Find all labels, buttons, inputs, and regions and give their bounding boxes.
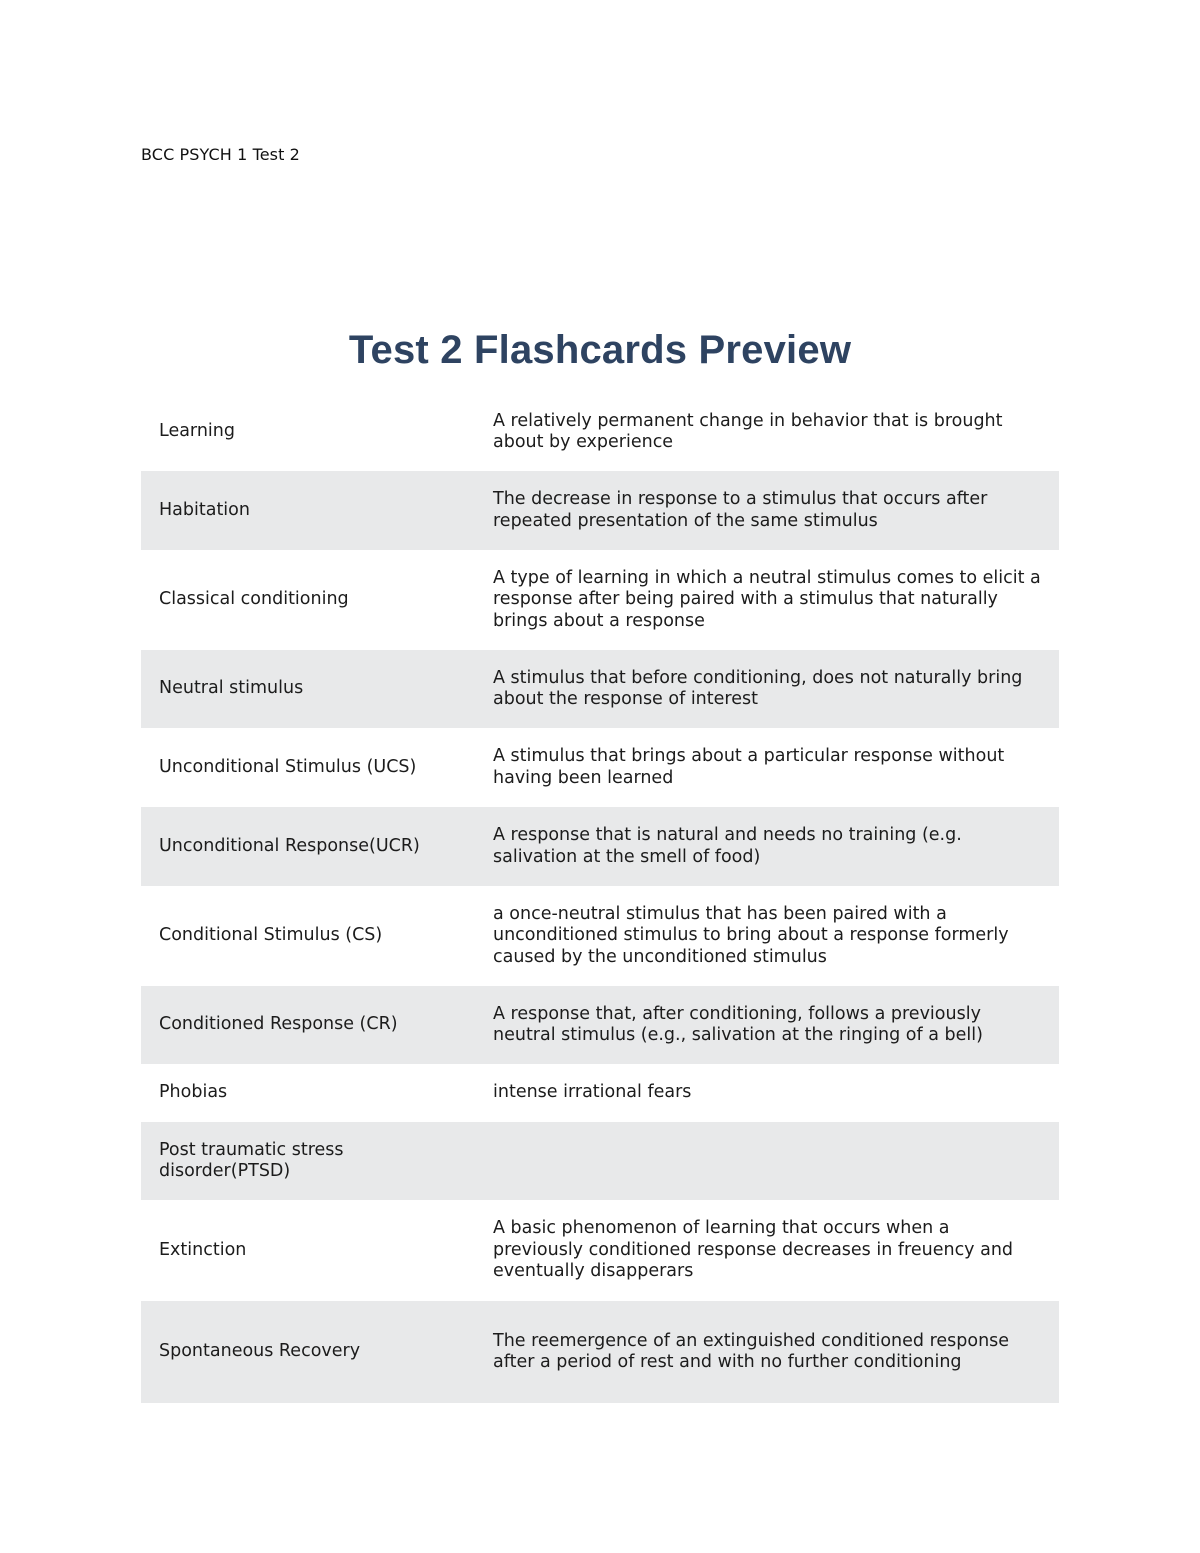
card-definition: A stimulus that brings about a particular response without having been learned xyxy=(493,746,1005,788)
card-term: Conditional Stimulus (CS) xyxy=(159,925,383,946)
table-row xyxy=(141,728,1059,807)
card-term: Extinction xyxy=(159,1239,247,1260)
table-row xyxy=(141,650,1059,728)
table-row xyxy=(141,886,1059,986)
page-header: BCC PSYCH 1 Test 2 xyxy=(141,145,300,164)
table-row xyxy=(141,807,1059,886)
document-title: Test 2 Flashcards Preview xyxy=(348,328,852,372)
card-definition: A stimulus that before conditioning, does not naturally bring about the response of interest xyxy=(493,650,1059,728)
flashcards-table xyxy=(141,393,1059,1403)
card-term: Spontaneous Recovery xyxy=(141,1301,493,1403)
card-term: Post traumatic stress disorder(PTSD) xyxy=(141,1122,493,1200)
table-row xyxy=(141,1122,1059,1200)
card-term: Unconditional Response(UCR) xyxy=(141,807,493,886)
table-row xyxy=(141,1064,1059,1122)
table-row xyxy=(141,471,1059,550)
table-row xyxy=(141,393,1059,471)
card-term: Habitation xyxy=(141,471,493,550)
table-row xyxy=(141,550,1059,650)
card-definition: A type of learning in which a neutral stimulus comes to elicit a response after being paired with a stimulus that naturally brings about a response xyxy=(493,567,1041,631)
card-term: Classical conditioning xyxy=(159,589,349,610)
card-definition: The reemergence of an extinguished conditioned response after a period of rest and with no further conditioning xyxy=(493,1301,1059,1403)
table-row xyxy=(141,1200,1059,1301)
card-term: Phobias xyxy=(159,1082,228,1103)
card-definition: A response that is natural and needs no training (e.g. salivation at the smell of food) xyxy=(493,807,1059,886)
card-definition: intense irrational fears xyxy=(493,1082,692,1103)
card-definition xyxy=(493,1122,1059,1200)
card-term: Neutral stimulus xyxy=(141,650,493,728)
card-definition: a once-neutral stimulus that has been paired with a unconditioned stimulus to bring about a response formerly caused by the unconditioned stimulus xyxy=(493,903,1009,967)
card-term: Conditioned Response (CR) xyxy=(141,986,493,1064)
card-term: Unconditional Stimulus (UCS) xyxy=(159,756,417,777)
table-row xyxy=(141,986,1059,1064)
card-term: Learning xyxy=(159,421,235,442)
card-definition: A relatively permanent change in behavior that is brought about by experience xyxy=(493,410,1003,452)
card-definition: The decrease in response to a stimulus that occurs after repeated presentation of the same stimulus xyxy=(493,471,1059,550)
card-definition: A basic phenomenon of learning that occurs when a previously conditioned response decreases in freuency and eventually disapperars xyxy=(493,1218,1014,1282)
table-row xyxy=(141,1301,1059,1403)
card-definition: A response that, after conditioning, follows a previously neutral stimulus (e.g., salivation at the ringing of a bell) xyxy=(493,986,1059,1064)
